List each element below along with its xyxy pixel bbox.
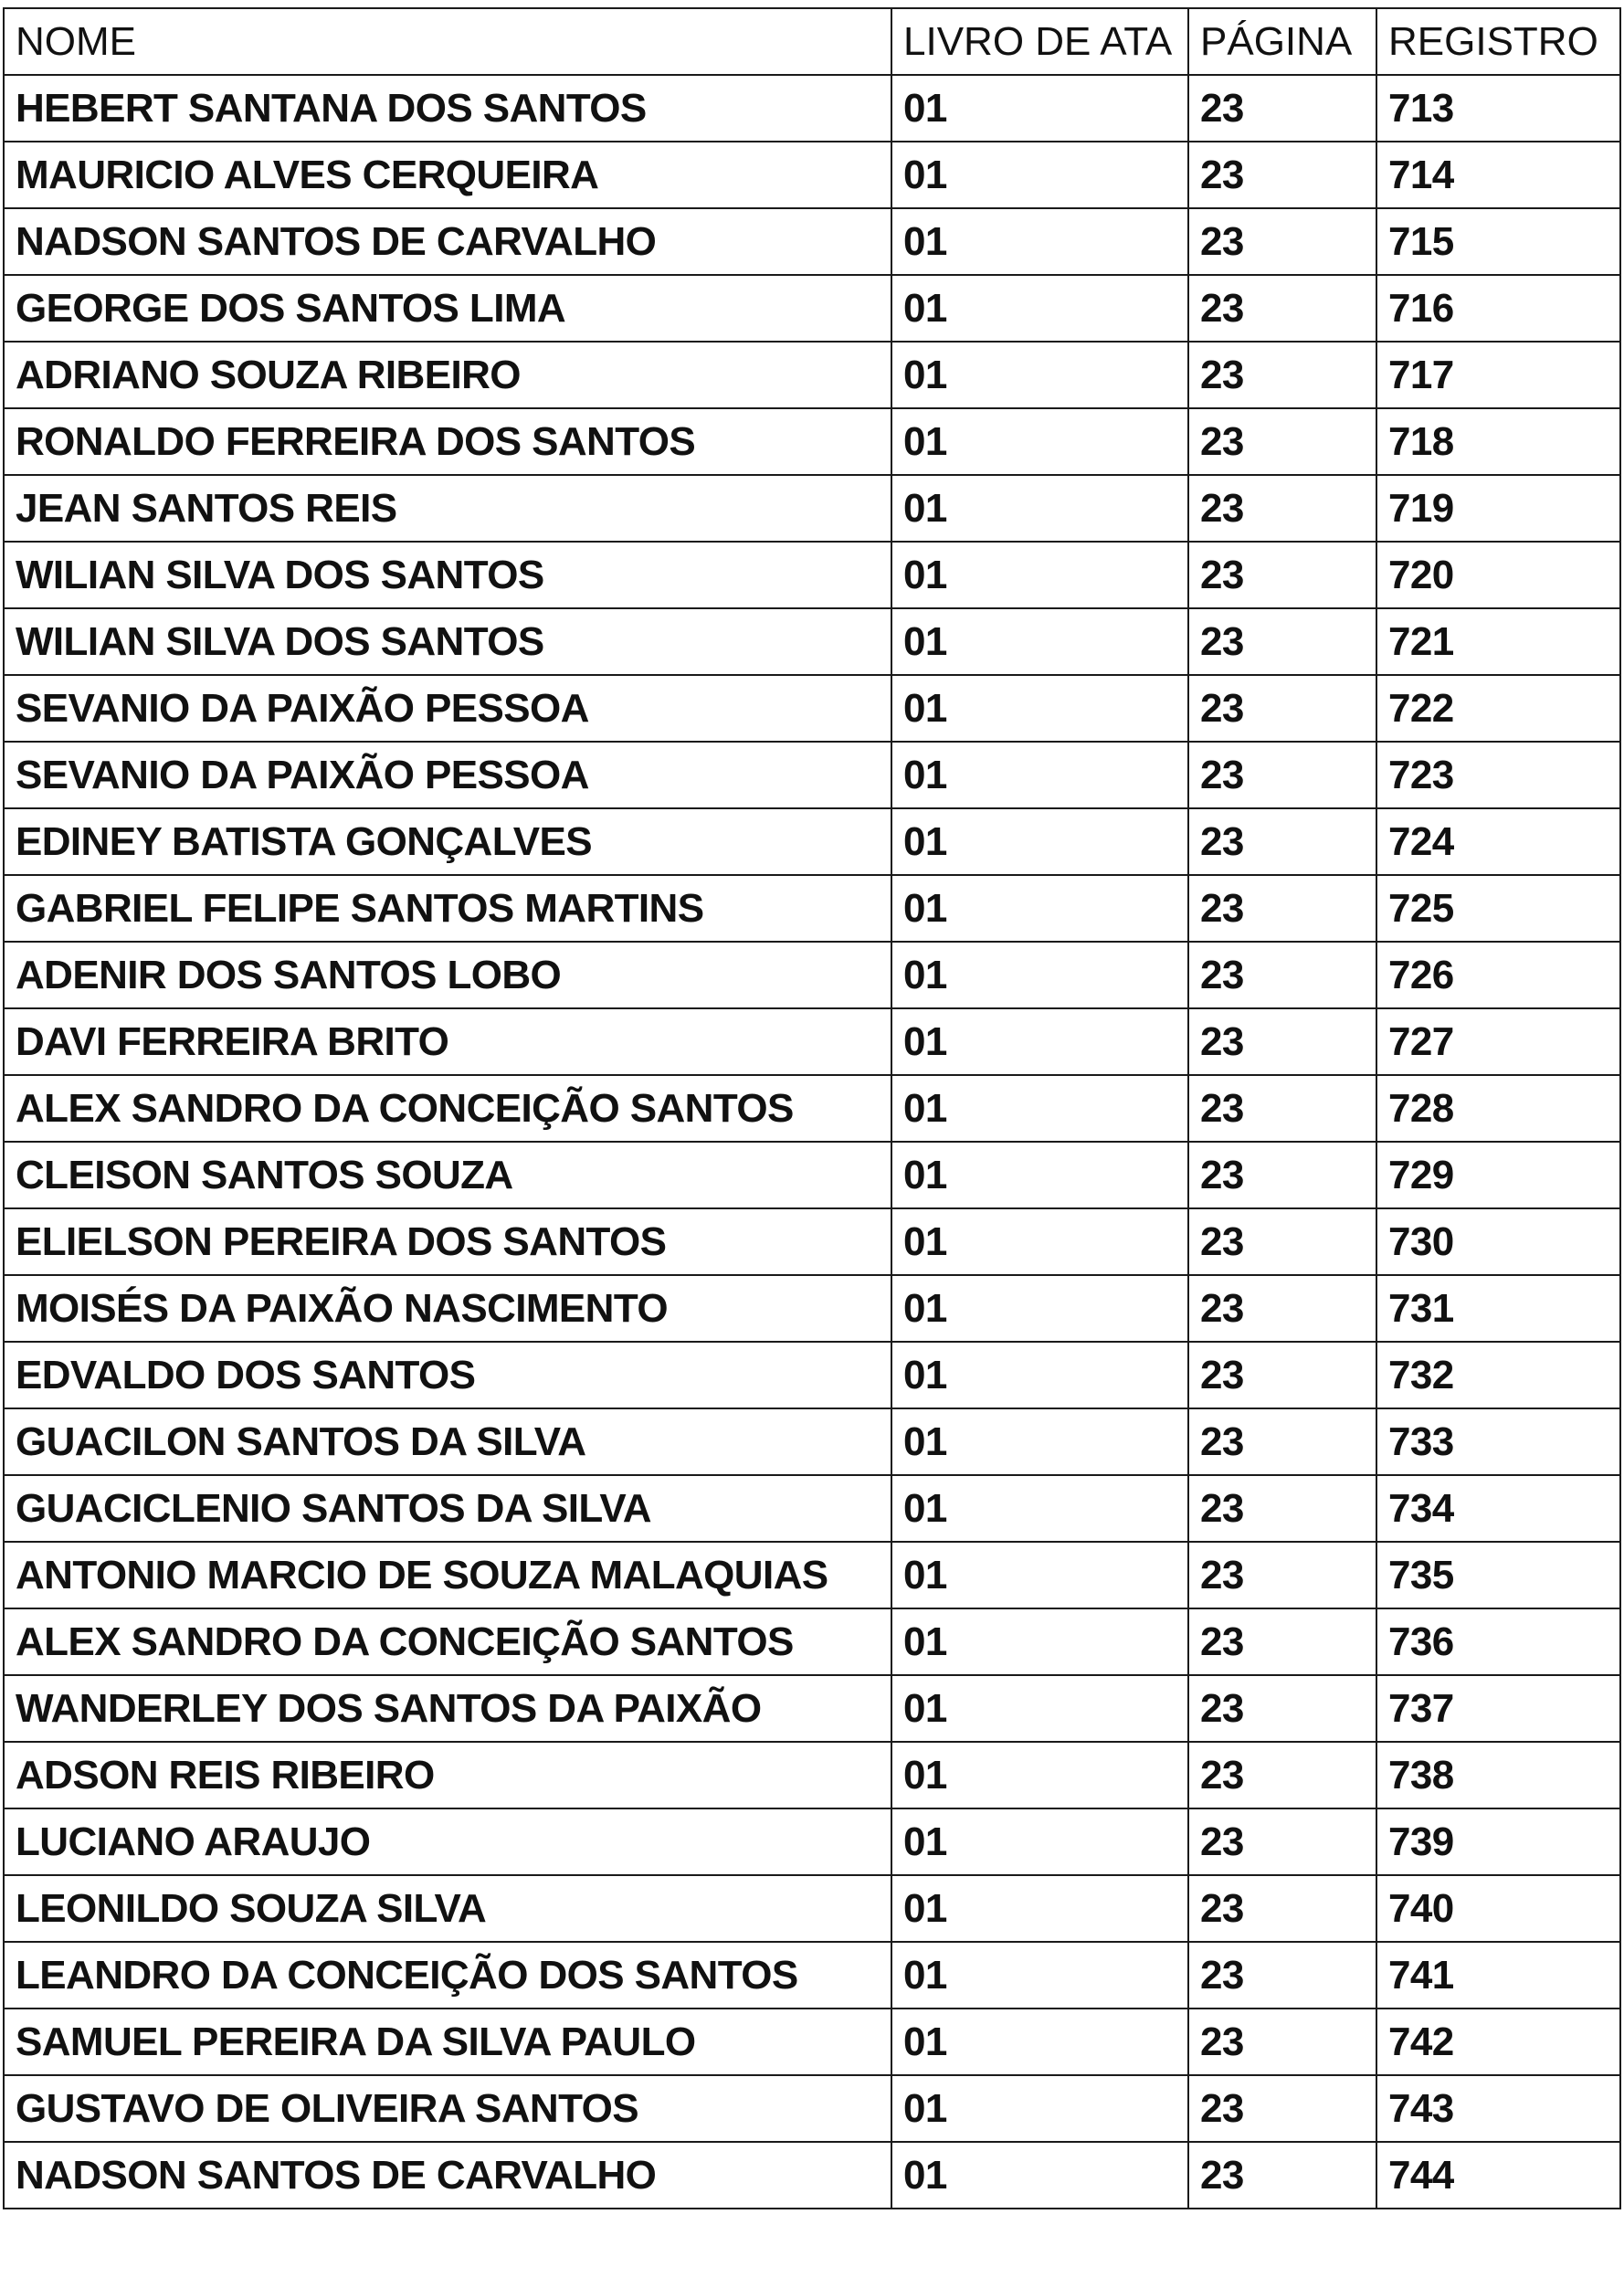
cell-nome: NADSON SANTOS DE CARVALHO <box>4 2142 891 2209</box>
cell-nome: ANTONIO MARCIO DE SOUZA MALAQUIAS <box>4 1542 891 1608</box>
cell-pagina: 23 <box>1188 1742 1376 1808</box>
cell-registro: 724 <box>1376 808 1620 875</box>
cell-pagina: 23 <box>1188 1342 1376 1408</box>
cell-nome: ADSON REIS RIBEIRO <box>4 1742 891 1808</box>
cell-livro-de-ata: 01 <box>891 2142 1188 2209</box>
cell-pagina: 23 <box>1188 2142 1376 2209</box>
table-row <box>4 475 1620 542</box>
cell-registro: 718 <box>1376 408 1620 475</box>
cell-nome: LUCIANO ARAUJO <box>4 1808 891 1875</box>
table-row <box>4 1475 1620 1542</box>
header-pagina: PÁGINA <box>1188 8 1376 75</box>
registry-table <box>3 7 1621 2209</box>
cell-nome: WILIAN SILVA DOS SANTOS <box>4 542 891 608</box>
cell-pagina: 23 <box>1188 275 1376 342</box>
cell-pagina: 23 <box>1188 2009 1376 2075</box>
cell-livro-de-ata: 01 <box>891 742 1188 808</box>
cell-registro: 717 <box>1376 342 1620 408</box>
cell-pagina: 23 <box>1188 142 1376 208</box>
cell-pagina: 23 <box>1188 608 1376 675</box>
cell-registro: 734 <box>1376 1475 1620 1542</box>
cell-pagina: 23 <box>1188 1142 1376 1208</box>
cell-registro: 729 <box>1376 1142 1620 1208</box>
table-row <box>4 1942 1620 2009</box>
cell-pagina: 23 <box>1188 808 1376 875</box>
cell-livro-de-ata: 01 <box>891 1475 1188 1542</box>
cell-livro-de-ata: 01 <box>891 1942 1188 2009</box>
cell-registro: 728 <box>1376 1075 1620 1142</box>
cell-livro-de-ata: 01 <box>891 142 1188 208</box>
cell-registro: 721 <box>1376 608 1620 675</box>
cell-livro-de-ata: 01 <box>891 808 1188 875</box>
cell-livro-de-ata: 01 <box>891 608 1188 675</box>
cell-pagina: 23 <box>1188 875 1376 942</box>
cell-nome: HEBERT SANTANA DOS SANTOS <box>4 75 891 142</box>
table-body <box>4 75 1620 2209</box>
cell-nome: LEONILDO SOUZA SILVA <box>4 1875 891 1942</box>
cell-pagina: 23 <box>1188 208 1376 275</box>
cell-livro-de-ata: 01 <box>891 1142 1188 1208</box>
cell-livro-de-ata: 01 <box>891 542 1188 608</box>
table-row <box>4 742 1620 808</box>
cell-livro-de-ata: 01 <box>891 2075 1188 2142</box>
cell-livro-de-ata: 01 <box>891 1742 1188 1808</box>
cell-pagina: 23 <box>1188 1475 1376 1542</box>
cell-nome: ADENIR DOS SANTOS LOBO <box>4 942 891 1008</box>
cell-nome: DAVI FERREIRA BRITO <box>4 1008 891 1075</box>
cell-nome: EDVALDO DOS SANTOS <box>4 1342 891 1408</box>
cell-nome: CLEISON SANTOS SOUZA <box>4 1142 891 1208</box>
cell-nome: NADSON SANTOS DE CARVALHO <box>4 208 891 275</box>
cell-nome: GUACICLENIO SANTOS DA SILVA <box>4 1475 891 1542</box>
cell-pagina: 23 <box>1188 1608 1376 1675</box>
cell-nome: ADRIANO SOUZA RIBEIRO <box>4 342 891 408</box>
cell-registro: 719 <box>1376 475 1620 542</box>
cell-registro: 741 <box>1376 1942 1620 2009</box>
cell-registro: 731 <box>1376 1275 1620 1342</box>
table-row <box>4 1742 1620 1808</box>
cell-livro-de-ata: 01 <box>891 1675 1188 1742</box>
cell-registro: 740 <box>1376 1875 1620 1942</box>
cell-registro: 730 <box>1376 1208 1620 1275</box>
table-row <box>4 1542 1620 1608</box>
cell-nome: LEANDRO DA CONCEIÇÃO DOS SANTOS <box>4 1942 891 2009</box>
cell-livro-de-ata: 01 <box>891 1542 1188 1608</box>
table-row <box>4 1408 1620 1475</box>
cell-livro-de-ata: 01 <box>891 942 1188 1008</box>
cell-livro-de-ata: 01 <box>891 275 1188 342</box>
cell-registro: 722 <box>1376 675 1620 742</box>
table-row <box>4 75 1620 142</box>
table-row <box>4 1875 1620 1942</box>
table-row <box>4 1142 1620 1208</box>
table-row <box>4 142 1620 208</box>
cell-livro-de-ata: 01 <box>891 475 1188 542</box>
cell-pagina: 23 <box>1188 1008 1376 1075</box>
cell-registro: 725 <box>1376 875 1620 942</box>
cell-pagina: 23 <box>1188 1675 1376 1742</box>
cell-registro: 733 <box>1376 1408 1620 1475</box>
cell-livro-de-ata: 01 <box>891 1275 1188 1342</box>
cell-pagina: 23 <box>1188 1875 1376 1942</box>
cell-nome: MOISÉS DA PAIXÃO NASCIMENTO <box>4 1275 891 1342</box>
table-row <box>4 808 1620 875</box>
cell-registro: 737 <box>1376 1675 1620 1742</box>
table-row <box>4 342 1620 408</box>
header-registro: REGISTRO <box>1376 8 1620 75</box>
cell-pagina: 23 <box>1188 1075 1376 1142</box>
cell-livro-de-ata: 01 <box>891 408 1188 475</box>
cell-livro-de-ata: 01 <box>891 1008 1188 1075</box>
cell-nome: RONALDO FERREIRA DOS SANTOS <box>4 408 891 475</box>
cell-registro: 742 <box>1376 2009 1620 2075</box>
table-row <box>4 1208 1620 1275</box>
cell-nome: WILIAN SILVA DOS SANTOS <box>4 608 891 675</box>
cell-livro-de-ata: 01 <box>891 1075 1188 1142</box>
cell-pagina: 23 <box>1188 342 1376 408</box>
header-nome: NOME <box>4 8 891 75</box>
cell-pagina: 23 <box>1188 408 1376 475</box>
cell-registro: 726 <box>1376 942 1620 1008</box>
table-row <box>4 1075 1620 1142</box>
table-row <box>4 942 1620 1008</box>
cell-nome: SEVANIO DA PAIXÃO PESSOA <box>4 742 891 808</box>
cell-registro: 713 <box>1376 75 1620 142</box>
cell-pagina: 23 <box>1188 542 1376 608</box>
table-row <box>4 1008 1620 1075</box>
table-row <box>4 2075 1620 2142</box>
cell-registro: 738 <box>1376 1742 1620 1808</box>
cell-nome: GABRIEL FELIPE SANTOS MARTINS <box>4 875 891 942</box>
table-row <box>4 1608 1620 1675</box>
cell-nome: GEORGE DOS SANTOS LIMA <box>4 275 891 342</box>
cell-registro: 716 <box>1376 275 1620 342</box>
cell-nome: GUSTAVO DE OLIVEIRA SANTOS <box>4 2075 891 2142</box>
cell-pagina: 23 <box>1188 742 1376 808</box>
table-row <box>4 208 1620 275</box>
table-row <box>4 1808 1620 1875</box>
cell-registro: 727 <box>1376 1008 1620 1075</box>
cell-nome: JEAN SANTOS REIS <box>4 475 891 542</box>
table-row <box>4 675 1620 742</box>
cell-livro-de-ata: 01 <box>891 1342 1188 1408</box>
cell-registro: 735 <box>1376 1542 1620 1608</box>
cell-pagina: 23 <box>1188 1808 1376 1875</box>
cell-nome: WANDERLEY DOS SANTOS DA PAIXÃO <box>4 1675 891 1742</box>
cell-pagina: 23 <box>1188 675 1376 742</box>
cell-livro-de-ata: 01 <box>891 1808 1188 1875</box>
cell-livro-de-ata: 01 <box>891 75 1188 142</box>
cell-pagina: 23 <box>1188 1408 1376 1475</box>
cell-pagina: 23 <box>1188 475 1376 542</box>
cell-registro: 736 <box>1376 1608 1620 1675</box>
cell-nome: SEVANIO DA PAIXÃO PESSOA <box>4 675 891 742</box>
cell-pagina: 23 <box>1188 1275 1376 1342</box>
cell-pagina: 23 <box>1188 75 1376 142</box>
cell-livro-de-ata: 01 <box>891 1608 1188 1675</box>
cell-nome: GUACILON SANTOS DA SILVA <box>4 1408 891 1475</box>
cell-registro: 715 <box>1376 208 1620 275</box>
table-row <box>4 1675 1620 1742</box>
cell-pagina: 23 <box>1188 1542 1376 1608</box>
cell-nome: EDINEY BATISTA GONÇALVES <box>4 808 891 875</box>
table-row <box>4 1275 1620 1342</box>
cell-pagina: 23 <box>1188 2075 1376 2142</box>
cell-nome: SAMUEL PEREIRA DA SILVA PAULO <box>4 2009 891 2075</box>
cell-registro: 732 <box>1376 1342 1620 1408</box>
cell-livro-de-ata: 01 <box>891 1408 1188 1475</box>
cell-nome: ALEX SANDRO DA CONCEIÇÃO SANTOS <box>4 1075 891 1142</box>
cell-livro-de-ata: 01 <box>891 208 1188 275</box>
table-row <box>4 875 1620 942</box>
header-livro-de-ata: LIVRO DE ATA <box>891 8 1188 75</box>
table-row <box>4 2009 1620 2075</box>
cell-livro-de-ata: 01 <box>891 2009 1188 2075</box>
table-header-row <box>4 8 1620 75</box>
cell-nome: ELIELSON PEREIRA DOS SANTOS <box>4 1208 891 1275</box>
cell-livro-de-ata: 01 <box>891 675 1188 742</box>
cell-livro-de-ata: 01 <box>891 1208 1188 1275</box>
cell-registro: 743 <box>1376 2075 1620 2142</box>
cell-livro-de-ata: 01 <box>891 1875 1188 1942</box>
table-row <box>4 408 1620 475</box>
cell-nome: ALEX SANDRO DA CONCEIÇÃO SANTOS <box>4 1608 891 1675</box>
table-row <box>4 608 1620 675</box>
table-row <box>4 542 1620 608</box>
cell-nome: MAURICIO ALVES CERQUEIRA <box>4 142 891 208</box>
cell-registro: 744 <box>1376 2142 1620 2209</box>
table-row <box>4 1342 1620 1408</box>
table-row <box>4 275 1620 342</box>
cell-registro: 720 <box>1376 542 1620 608</box>
cell-registro: 739 <box>1376 1808 1620 1875</box>
cell-pagina: 23 <box>1188 1208 1376 1275</box>
table-row <box>4 2142 1620 2209</box>
cell-livro-de-ata: 01 <box>891 875 1188 942</box>
cell-registro: 714 <box>1376 142 1620 208</box>
cell-pagina: 23 <box>1188 1942 1376 2009</box>
cell-registro: 723 <box>1376 742 1620 808</box>
cell-pagina: 23 <box>1188 942 1376 1008</box>
cell-livro-de-ata: 01 <box>891 342 1188 408</box>
